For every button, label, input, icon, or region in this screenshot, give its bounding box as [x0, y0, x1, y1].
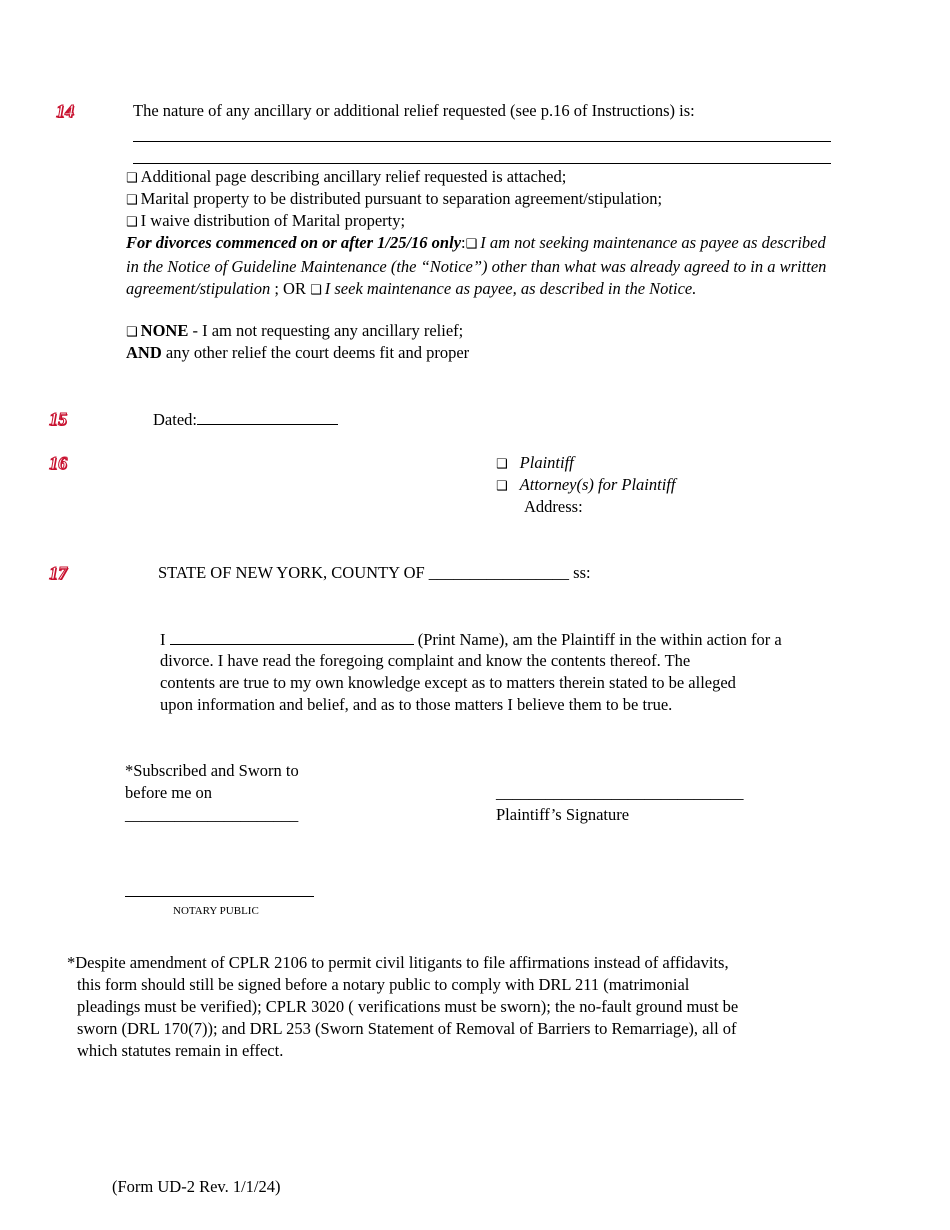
- attorney-label: Attorney(s) for Plaintiff: [519, 475, 676, 494]
- item-number-14: 14: [56, 101, 74, 121]
- print-name-line: I (Print Name), am the Plaintiff in the within action for a: [160, 630, 782, 649]
- option-waive-distribution[interactable]: [126, 210, 405, 234]
- checkbox-seek-icon[interactable]: ❑: [310, 283, 322, 298]
- option-ancillary-attached[interactable]: [126, 166, 566, 190]
- checkbox-icon[interactable]: ❑: [496, 457, 508, 472]
- signature-label: Plaintiff’s Signature: [496, 805, 630, 824]
- ss-label: ss:: [573, 563, 591, 582]
- notary-public-label: NOTARY PUBLIC: [173, 905, 259, 917]
- relief-heading: The nature of any ancillary or additional relief requested (see p.16 of Instructions) is:: [133, 101, 695, 120]
- option-label: I waive distribution of Marital property;: [140, 211, 406, 230]
- verification-line: upon information and belief, and as to those matters I believe them to be true.: [160, 695, 673, 714]
- checkbox-icon[interactable]: ❑: [126, 325, 138, 340]
- checkbox-icon[interactable]: ❑: [126, 171, 138, 186]
- checkbox-icon[interactable]: ❑: [126, 215, 138, 230]
- item-number-15: 15: [49, 409, 67, 429]
- item-number-17: 17: [49, 563, 67, 583]
- form-id: (Form UD-2 Rev. 1/1/24): [112, 1177, 281, 1196]
- dated-label: Dated:: [153, 410, 197, 429]
- checkbox-icon[interactable]: ❑: [496, 479, 508, 494]
- county-blank[interactable]: _________________: [428, 563, 570, 582]
- option-marital-property-distribution[interactable]: [126, 188, 662, 212]
- footnote-line: this form should still be signed before a notary public to comply with DRL 211 (matrimonial: [77, 975, 690, 994]
- maintenance-paragraph: For divorces commenced on or after 1/25/16 only:❑ I am not seeking maintenance as payee as described in the Notice of Guideline Maintenance (the “Notice”) other than what was already agreed to in a written agreement/stipulation ; OR ❑ I seek maintenance as payee, as described in the Notice.: [126, 233, 827, 298]
- print-name-blank[interactable]: [170, 628, 414, 645]
- signature-blank[interactable]: ______________________________: [496, 783, 744, 802]
- none-label: NONE: [140, 321, 189, 340]
- notary-signature-line[interactable]: [125, 896, 314, 897]
- option-attorney[interactable]: [496, 474, 675, 498]
- dated-blank[interactable]: [197, 408, 338, 425]
- verification-line: contents are true to my own knowledge except as to matters therein stated to be alleged: [160, 673, 736, 692]
- divorce-date-label: For divorces commenced on or after 1/25/16 only: [126, 233, 462, 252]
- state-county-label: STATE OF NEW YORK, COUNTY OF: [158, 563, 425, 582]
- item-number-16: 16: [49, 453, 67, 473]
- relief-blank-line-1[interactable]: [133, 141, 831, 142]
- venue-line: [158, 562, 591, 584]
- footnote-line: sworn (DRL 170(7)); and DRL 253 (Sworn Statement of Removal of Barriers to Remarriage), all of: [77, 1019, 737, 1038]
- plaintiff-label: Plaintiff: [519, 453, 574, 472]
- footnote-line: which statutes remain in effect.: [77, 1041, 284, 1060]
- sworn-line-2: before me on: [125, 783, 213, 802]
- option-label: Marital property to be distributed pursuant to separation agreement/stipulation;: [140, 189, 663, 208]
- address-label: Address:: [524, 497, 583, 516]
- footnote-line: pleadings must be verified); CPLR 3020 ( verifications must be sworn); the no-fault ground must be: [77, 997, 739, 1016]
- checkbox-not-seeking-icon[interactable]: ❑: [465, 237, 478, 252]
- seek-maintenance-text: I seek maintenance as payee, as described in the Notice.: [324, 279, 697, 298]
- and-other-relief: AND any other relief the court deems fit and proper: [126, 343, 470, 362]
- sworn-line-1: *Subscribed and Sworn to: [125, 761, 299, 780]
- relief-blank-line-2[interactable]: [133, 163, 831, 164]
- option-label: Additional page describing ancillary relief requested is attached;: [140, 167, 567, 186]
- option-plaintiff[interactable]: [496, 452, 574, 476]
- not-seeking-maintenance-text: I am not seeking maintenance as payee as described in the Notice of Guideline Maintenance (the “Notice”) other than what was already agreed to in a written agreement/stipulation: [126, 233, 827, 298]
- footnote-line: *Despite amendment of CPLR 2106 to permit civil litigants to file affirmations instead of affidavits,: [67, 953, 729, 972]
- option-none[interactable]: ❑ NONE - I am not requesting any ancillary relief;: [126, 321, 464, 340]
- dated-field: [153, 408, 338, 431]
- checkbox-icon[interactable]: ❑: [126, 193, 138, 208]
- verification-line: divorce. I have read the foregoing complaint and know the contents thereof. The: [160, 651, 691, 670]
- sworn-date-blank[interactable]: _____________________: [125, 805, 299, 824]
